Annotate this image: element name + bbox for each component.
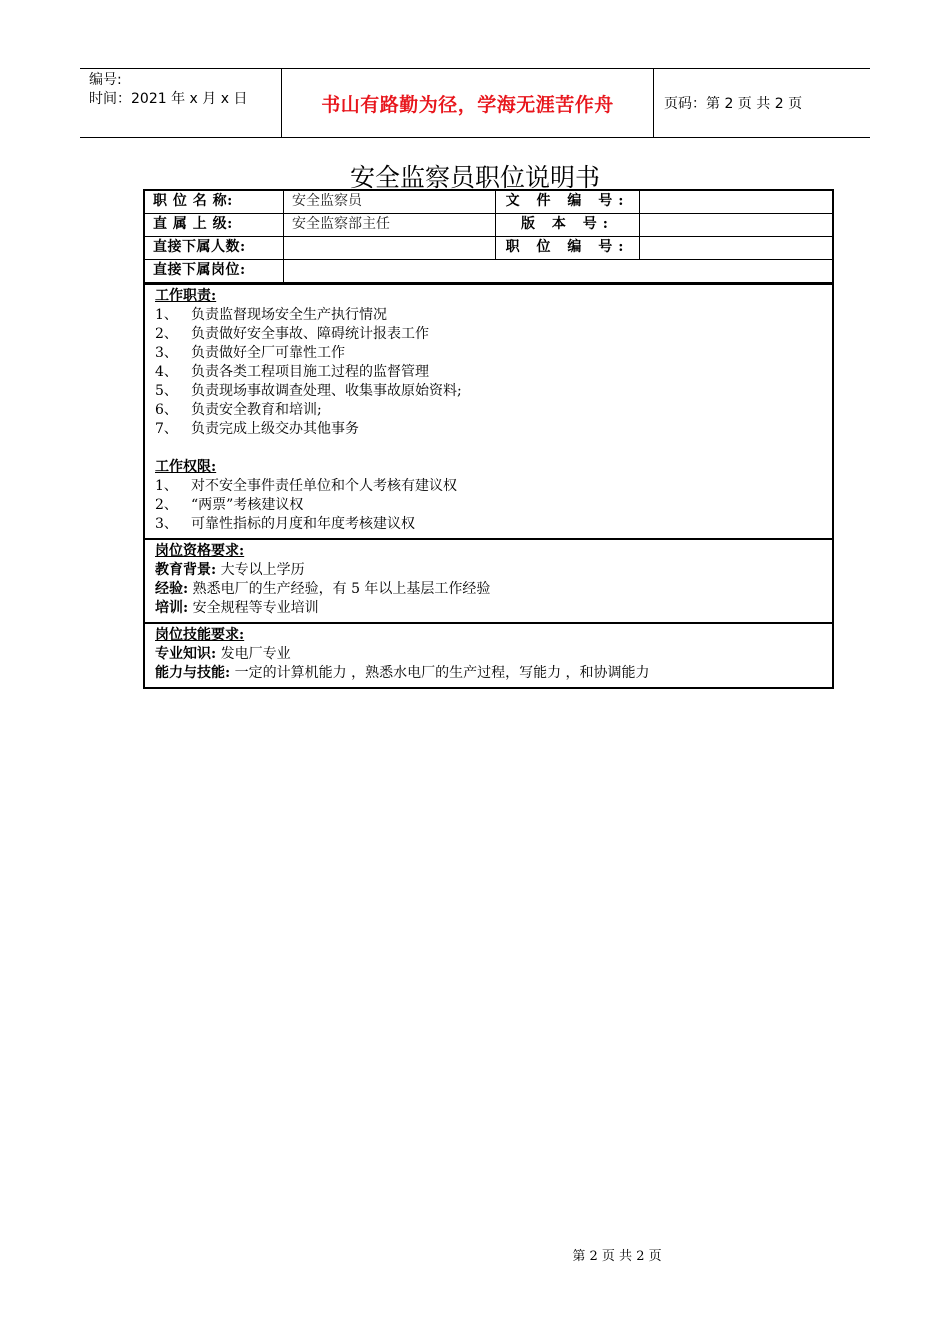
file-number-label: 文 件 编 号: [496,191,640,213]
file-number-value [640,191,832,213]
duties-title: 工作职责: [155,288,217,304]
position-number-value [640,237,832,259]
duties-authority-section [145,283,832,538]
list-item: 5、 负责现场事故调查处理、收集事故原始资料; [155,383,462,399]
header-meta [80,69,281,137]
form-row-subordinate-positions [145,260,832,283]
list-item: 1、 负责监督现场安全生产执行情况 [155,307,387,323]
list-item: 2、 “两票”考核建议权 [155,497,304,513]
position-name-label: 职 位 名 称: [145,191,284,213]
document-number-label: 编号: [89,72,122,88]
authority-title: 工作权限: [155,459,217,475]
subordinate-positions-label: 直接下属岗位: [145,260,284,282]
document-date: 时间：2021 年 x 月 x 日 [89,91,248,107]
list-item: 1、 对不安全事件责任单位和个人考核有建议权 [155,478,457,494]
document-title: 安全监察员职位说明书 [349,163,600,192]
list-item: 专业知识: 发电厂专业 [155,646,291,662]
spacer [155,439,822,458]
form-row-supervisor [145,214,832,237]
subordinate-count-label: 直接下属人数: [145,237,284,259]
supervisor-label: 直 属 上 级: [145,214,284,236]
skills-title: 岗位技能要求: [155,627,245,643]
page-header [80,68,870,138]
supervisor-value: 安全监察部主任 [284,214,496,236]
page-footer: 第 2 页 共 2 页 [572,1249,662,1264]
list-item: 3、 可靠性指标的月度和年度考核建议权 [155,516,415,532]
subordinate-count-value [284,237,496,259]
qualification-title: 岗位资格要求: [155,543,245,559]
position-name-value: 安全监察员 [284,191,496,213]
version-label: 版 本 号: [496,214,640,236]
list-item: 4、 负责各类工程项目施工过程的监督管理 [155,364,429,380]
form-row-subordinate-count [145,237,832,260]
version-value [640,214,832,236]
form-row-position-name [145,191,832,214]
list-item: 培训: 安全规程等专业培训 [155,600,319,616]
header-page-info: 页码：第 2 页 共 2 页 [664,96,803,112]
list-item: 经验: 熟悉电厂的生产经验，有 5 年以上基层工作经验 [155,581,491,597]
skills-section [145,622,832,687]
position-number-label: 职 位 编 号: [496,237,640,259]
list-item: 6、 负责安全教育和培训; [155,402,322,418]
list-item: 3、 负责做好全厂可靠性工作 [155,345,345,361]
list-item: 教育背景: 大专以上学历 [155,562,305,578]
list-item: 能力与技能: 一定的计算机能力 ，熟悉水电厂的生产过程，写能力 ，和协调能力 [155,665,650,681]
list-item: 7、 负责完成上级交办其他事务 [155,421,359,437]
qualification-section [145,538,832,622]
subordinate-positions-value [284,260,832,282]
list-item: 2、 负责做好安全事故、障碍统计报表工作 [155,326,429,342]
header-slogan: 书山有路勤为径，学海无涯苦作舟 [281,69,654,137]
job-description-form [143,189,834,689]
